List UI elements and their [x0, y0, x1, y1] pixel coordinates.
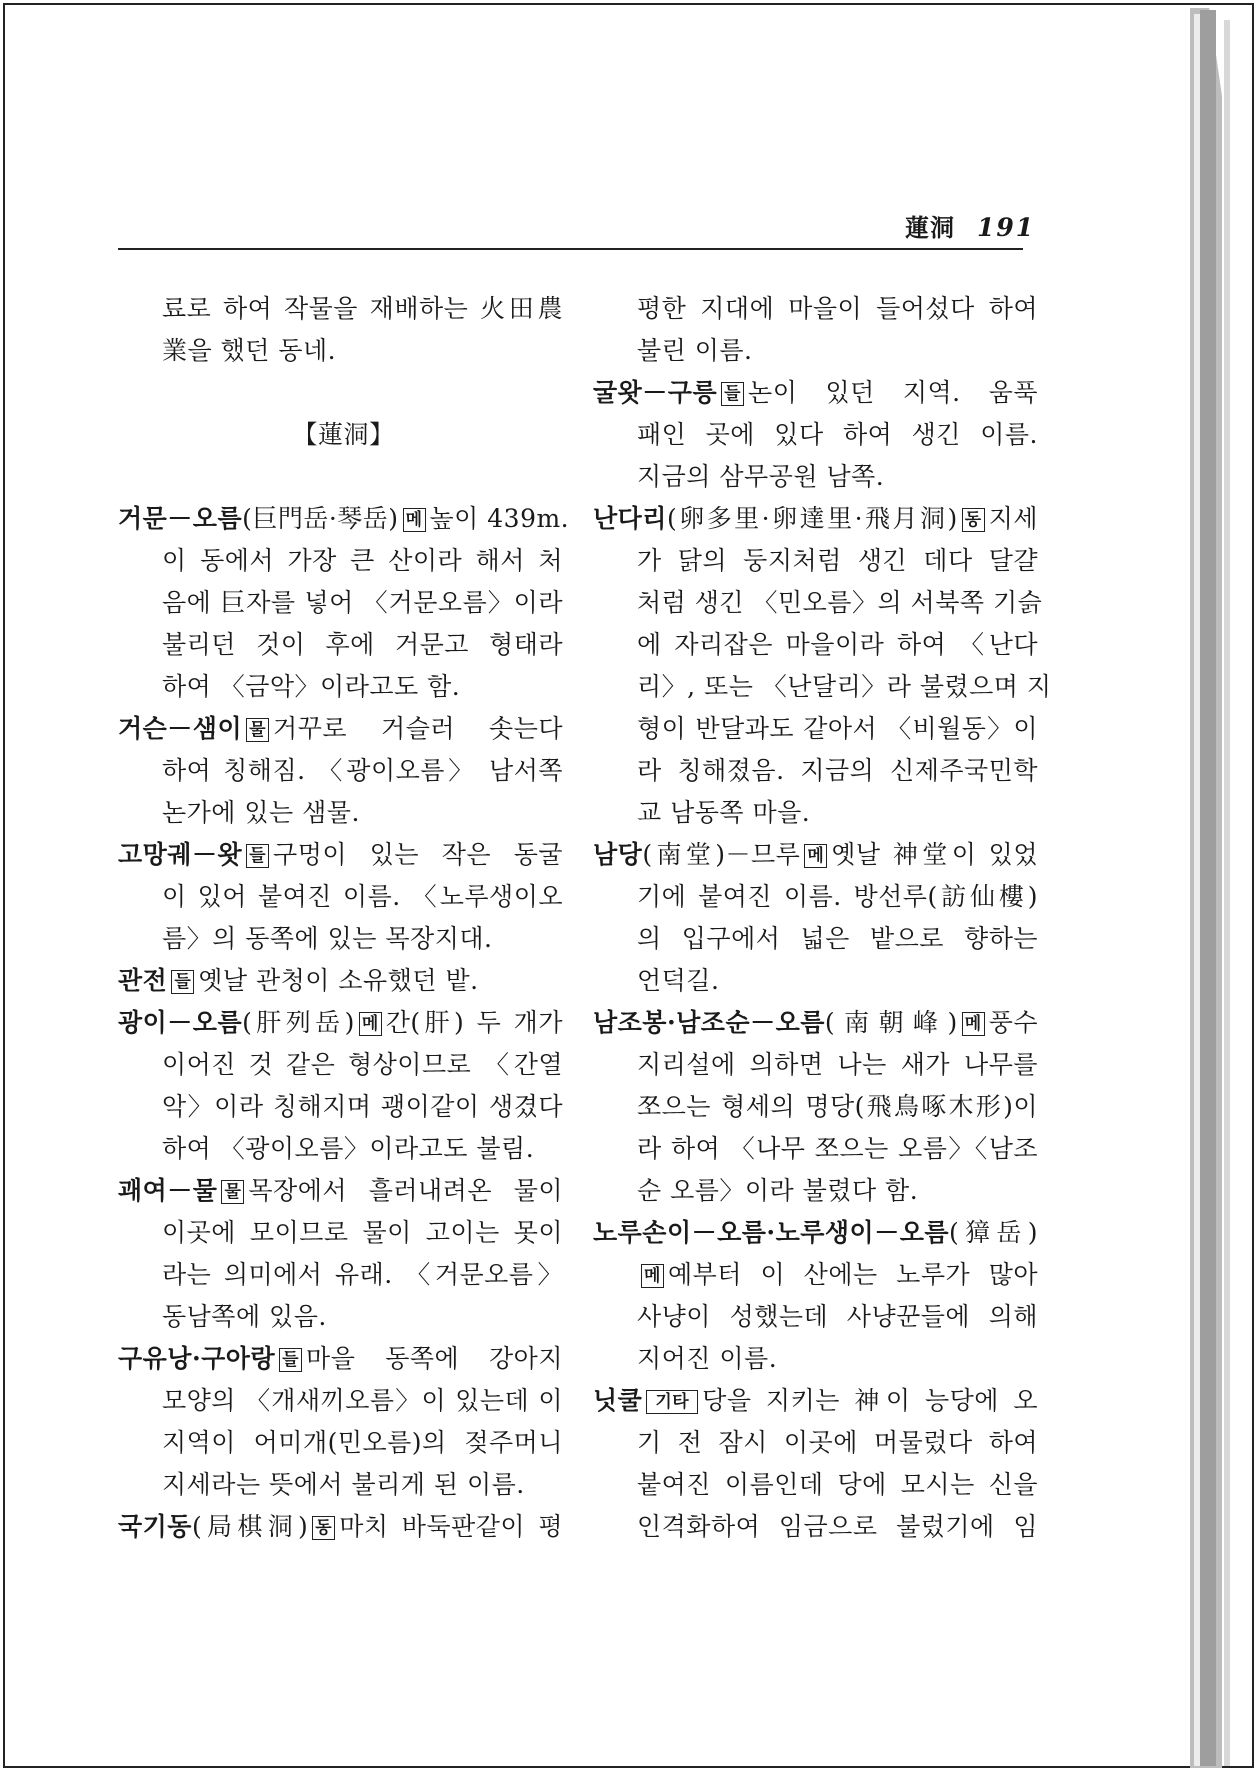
blank-line	[118, 456, 563, 498]
entry-text: 예부터 이 산에는 노루가 많아	[667, 1260, 1038, 1289]
entry-text: 마치 바둑판같이 평	[339, 1512, 563, 1541]
text-line	[593, 1044, 1038, 1086]
text-line	[118, 1380, 563, 1422]
entry-text: 옛날 관청이 소유했던 밭.	[198, 966, 479, 995]
category-label: 메	[359, 1012, 382, 1036]
entry-headword: 관전	[118, 966, 168, 995]
entry-text: 모양의 〈개새끼오름〉이 있는데 이	[162, 1386, 563, 1415]
entry-text: 패인 곳에 있다 하여 생긴 이름.	[637, 420, 1038, 449]
text-line	[593, 1338, 1038, 1380]
entry-text: 마을 동쪽에 강아지	[306, 1344, 563, 1373]
entry-hanja: (南朝峰)	[824, 1008, 958, 1037]
entry-headword: 국기동	[118, 1512, 192, 1541]
entry-text: 논가에 있는 샘물.	[162, 798, 360, 827]
text-line	[118, 1296, 563, 1338]
entry-text: 라 하여 〈나무 쪼으는 오름〉〈남조	[637, 1134, 1038, 1163]
text-line	[118, 582, 563, 624]
entry-headword: 닛쿨	[593, 1386, 643, 1415]
entry-line	[593, 1212, 1038, 1254]
entry-text: 름〉의 동쪽에 있는 목장지대.	[162, 924, 493, 953]
entry-line	[593, 834, 1038, 876]
category-label: 메	[403, 508, 426, 532]
entry-line	[118, 708, 563, 750]
text-line	[118, 540, 563, 582]
entry-text: 이 동에서 가장 큰 산이라 해서 처	[162, 546, 563, 575]
text-line	[593, 330, 1038, 372]
entry-headword: 남당	[593, 840, 643, 869]
entry-text: 지역이 어미개(민오름)의 젖주머니	[162, 1428, 563, 1457]
text-line	[118, 1086, 563, 1128]
entry-text: 거꾸로 거슬러 솟는다	[273, 714, 563, 743]
entry-text: 지금의 삼무공원 남쪽.	[637, 462, 885, 491]
text-line	[118, 1422, 563, 1464]
entry-line	[118, 498, 570, 540]
category-label: 들	[721, 382, 744, 406]
text-line	[593, 624, 1038, 666]
entry-text: 옛날 神堂이 있었	[831, 840, 1038, 869]
entry-hanja: (獐岳)	[949, 1218, 1038, 1247]
entry-headword: 난다리	[593, 504, 667, 533]
entry-text: 평한 지대에 마을이 들어섰다 하여	[637, 294, 1038, 323]
text-line	[593, 1128, 1038, 1170]
text-line	[593, 1422, 1038, 1464]
entry-text: 이곳에 모이므로 물이 고이는 못이	[162, 1218, 563, 1247]
entry-headword: 구유낭·구아랑	[118, 1344, 276, 1373]
text-line	[593, 1506, 1038, 1548]
entry-text: 악〉이라 칭해지며 괭이같이 생겼다	[162, 1092, 563, 1121]
text-line	[118, 750, 563, 792]
category-label: 메	[641, 1264, 664, 1288]
entry-headword: 거문－오름	[118, 504, 243, 533]
entry-hanja: (卵多里·卵達里·飛月洞)	[666, 504, 958, 533]
entry-text: 에 자리잡은 마을이라 하여 〈난다	[637, 630, 1038, 659]
entry-text: 형이 반달과도 같아서 〈비월동〉이	[637, 714, 1038, 743]
entry-text: 풍수	[988, 1008, 1038, 1037]
entry-hanja: (巨門岳·琴岳)	[242, 504, 399, 533]
entry-text: 지세라는 뜻에서 불리게 된 이름.	[162, 1470, 525, 1499]
entry-text: 기 전 잠시 이곳에 머물렀다 하여	[637, 1428, 1038, 1457]
category-label: 들	[171, 970, 194, 994]
text-line	[593, 540, 1038, 582]
entry-text: 음에 巨자를 넣어 〈거문오름〉이라	[162, 588, 563, 617]
entry-text: 지세	[988, 504, 1038, 533]
entry-text: 라 칭해졌음. 지금의 신제주국민학	[637, 756, 1038, 785]
entry-line	[593, 1002, 1038, 1044]
text-line	[118, 792, 563, 834]
text-line	[118, 330, 563, 372]
category-label: 동	[312, 1516, 335, 1540]
entry-text: 라는 의미에서 유래. 〈거문오름〉	[162, 1260, 563, 1289]
entry-text: 기에 붙여진 이름. 방선루(訪仙樓)	[637, 882, 1038, 911]
text-line	[593, 1170, 1038, 1212]
page-edge-outer	[1224, 20, 1230, 1766]
text-line	[593, 708, 1038, 750]
entry-text: 료로 하여 작물을 재배하는 火田農	[162, 294, 563, 323]
entry-text: 의 입구에서 넓은 밭으로 향하는	[637, 924, 1038, 953]
text-line	[593, 1464, 1038, 1506]
category-label: 들	[279, 1348, 302, 1372]
entry-text: 불리던 것이 후에 거문고 형태라	[162, 630, 563, 659]
text-line	[118, 1464, 563, 1506]
entry-line	[118, 1170, 563, 1212]
entry-text: 순 오름〉이라 불렸다 함.	[637, 1176, 919, 1205]
entry-text: 논이 있던 지역. 움푹	[748, 378, 1038, 407]
entry-text: 당을 지키는 神이 능당에 오	[702, 1386, 1038, 1415]
entry-hanja: (局棋洞)	[191, 1512, 309, 1541]
entry-hanja: (肝列岳)	[242, 1008, 355, 1037]
text-line	[593, 666, 1052, 708]
entry-headword: 고망궤－왓	[118, 840, 243, 869]
text-line	[593, 918, 1038, 960]
text-line	[593, 1086, 1038, 1128]
entry-headword: 거슨－샘이	[118, 714, 243, 743]
text-line	[593, 1296, 1038, 1338]
entry-line	[593, 498, 1038, 540]
entry-text: 간(肝) 두 개가	[385, 1008, 563, 1037]
text-line	[118, 1128, 563, 1170]
text-line	[593, 792, 1038, 834]
right-column	[593, 288, 1052, 1548]
category-label: 메	[962, 1012, 985, 1036]
text-line	[118, 666, 563, 708]
page-edge-shadow	[1200, 10, 1216, 1766]
entry-text: 언덕길.	[637, 966, 720, 995]
section-title: 蓮洞	[905, 213, 955, 242]
entry-headword: 광이－오름	[118, 1008, 243, 1037]
entry-text: 교 남동쪽 마을.	[637, 798, 811, 827]
entry-headword: 남조봉·남조순－오름	[593, 1008, 825, 1037]
text-line	[593, 1254, 1038, 1296]
entry-text: 하여 〈금악〉이라고도 함.	[162, 672, 461, 701]
text-line	[118, 918, 563, 960]
text-line	[593, 750, 1038, 792]
entry-headword: 굴왓－구릉	[593, 378, 718, 407]
entry-text: 가 닭의 둥지처럼 생긴 데다 달걀	[637, 546, 1038, 575]
entry-text: 리〉, 또는 〈난달리〉라 불렸으며 지	[637, 672, 1052, 701]
entry-text: 이 있어 붙여진 이름. 〈노루생이오	[162, 882, 563, 911]
entry-text: 하여 칭해짐. 〈광이오름〉 남서쪽	[162, 756, 563, 785]
page-edge-paper	[1194, 14, 1200, 1766]
text-line	[593, 582, 1043, 624]
entry-text: 목장에서 흘러내려온 물이	[248, 1176, 563, 1205]
entry-text: 인격화하여 임금으로 불렀기에 임	[637, 1512, 1038, 1541]
text-line	[118, 876, 563, 918]
entry-text: 불린 이름.	[637, 336, 753, 365]
text-line	[118, 1254, 563, 1296]
entry-line	[118, 960, 563, 1002]
entry-headword: 노루손이－오름·노루생이－오름	[593, 1218, 950, 1247]
entry-text: 지리설에 의하면 나는 새가 나무를	[637, 1050, 1038, 1079]
entry-line	[118, 1338, 563, 1380]
entry-text: 業을 했던 동네.	[162, 336, 337, 365]
category-label: 동	[962, 508, 985, 532]
entry-line	[593, 1380, 1038, 1422]
entry-text: 동남쪽에 있음.	[162, 1302, 327, 1331]
entry-text: 사냥이 성했는데 사냥꾼들에 의해	[637, 1302, 1038, 1331]
entry-hanja: (南堂)－므루	[642, 840, 801, 869]
entry-text: 처럼 생긴 〈민오름〉의 서북쪽 기슭	[637, 588, 1043, 617]
left-column	[118, 288, 570, 1548]
category-label: 기타	[646, 1390, 698, 1414]
text-line	[118, 1044, 563, 1086]
entry-text: 하여 〈광이오름〉이라고도 불림.	[162, 1134, 535, 1163]
page-number: 191	[977, 213, 1036, 242]
text-line	[593, 960, 1038, 1002]
entry-line	[118, 1506, 563, 1548]
entry-line	[118, 834, 563, 876]
entry-text: 높이 439m.	[429, 504, 570, 533]
header-rule	[118, 248, 1023, 250]
text-line	[593, 456, 1038, 498]
blank-line	[118, 372, 563, 414]
category-label: 물	[246, 718, 269, 742]
text-line	[593, 414, 1038, 456]
entry-text: 지어진 이름.	[637, 1344, 778, 1373]
section-heading: 【蓮洞】	[292, 420, 395, 449]
entry-line	[593, 372, 1038, 414]
text-line	[593, 288, 1038, 330]
entry-text: 붙여진 이름인데 당에 모시는 신을	[637, 1470, 1038, 1499]
entry-text: 쪼으는 형세의 명당(飛鳥啄木形)이	[637, 1092, 1038, 1121]
entry-headword: 괘여－물	[118, 1176, 218, 1205]
entry-text: 구멍이 있는 작은 동굴	[273, 840, 563, 869]
text-line	[118, 624, 563, 666]
text-line	[593, 876, 1038, 918]
category-label: 들	[246, 844, 269, 868]
category-label: 메	[804, 844, 827, 868]
category-label: 물	[221, 1180, 244, 1204]
entry-line	[118, 1002, 563, 1044]
text-line	[118, 288, 563, 330]
text-line	[118, 1212, 563, 1254]
running-header	[905, 208, 1035, 248]
entry-text: 이어진 것 같은 형상이므로 〈간열	[162, 1050, 563, 1079]
